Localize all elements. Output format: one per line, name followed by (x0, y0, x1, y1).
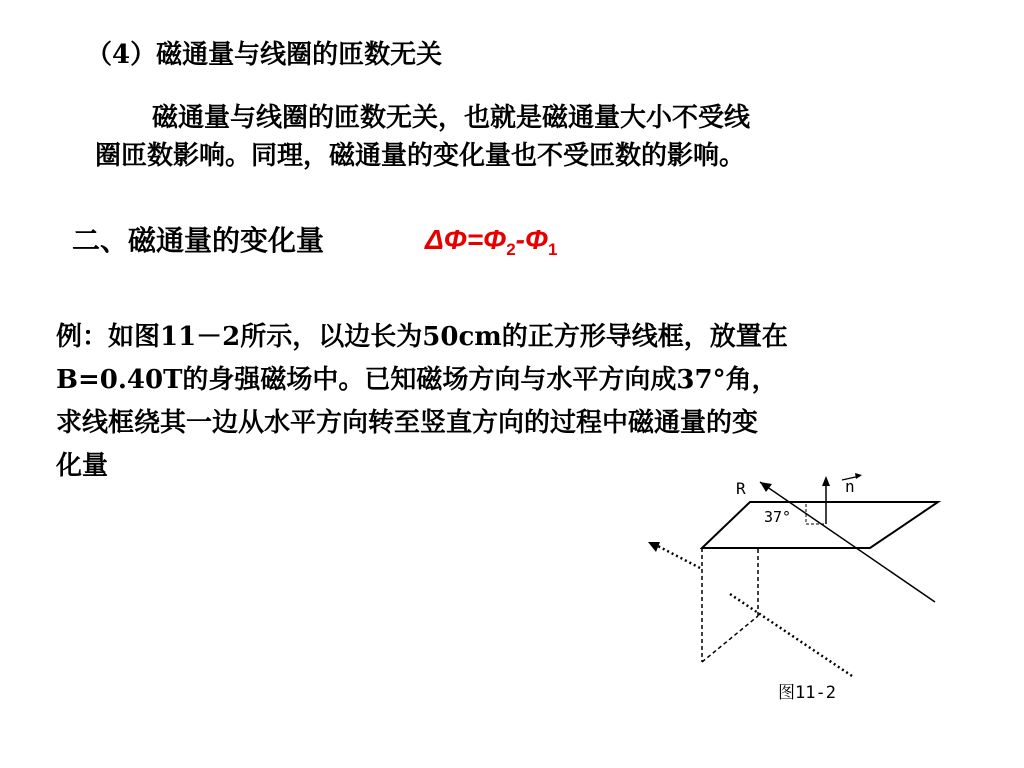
example-line-3: 求线框绕其一边从水平方向转至竖直方向的过程中磁通量的变 (56, 408, 759, 438)
normal-vector-symbol-arrowhead (855, 473, 862, 479)
label-b: R (736, 479, 746, 498)
dotted-field-line-upper (654, 544, 700, 568)
paragraph-line-1: 磁通量与线圈的匝数无关，也就是磁通量大小不受线 (152, 103, 751, 133)
field-line-b (760, 482, 935, 602)
formula-subscript-2: 2 (506, 240, 516, 259)
field-line-b-arrowhead (760, 482, 772, 492)
formula-delta-phi: ΔΦ=Φ (425, 224, 507, 255)
formula-minus-phi: -Φ (515, 224, 549, 255)
formula-subscript-1: 1 (548, 240, 558, 259)
example-line-1: 例：如图11－2所示，以边长为50cm的正方形导线框，放置在 (56, 322, 788, 352)
angle-label: 37° (764, 508, 792, 526)
frame-horizontal (702, 502, 938, 548)
frame-vertical-bottom-edge (702, 616, 758, 662)
label-n: n (845, 477, 855, 496)
normal-vector-arrowhead (822, 476, 830, 486)
example-line-4: 化量 (56, 451, 109, 481)
heading-magnetic-flux-turns: （4）磁通量与线圈的匝数无关 (86, 40, 443, 70)
figure-caption: 图11-2 (778, 683, 836, 703)
figure-rotating-frame (640, 470, 950, 705)
flux-change-formula (425, 226, 558, 258)
section-title-flux-change: 二、磁通量的变化量 (72, 224, 325, 257)
dotted-field-line-lower (730, 594, 852, 676)
example-line-2: B=0.40T的身强磁场中。已知磁场方向与水平方向成37°角， (56, 365, 778, 395)
paragraph-line-2: 圈匝数影响。同理，磁通量的变化量也不受匝数的影响。 (95, 141, 746, 171)
